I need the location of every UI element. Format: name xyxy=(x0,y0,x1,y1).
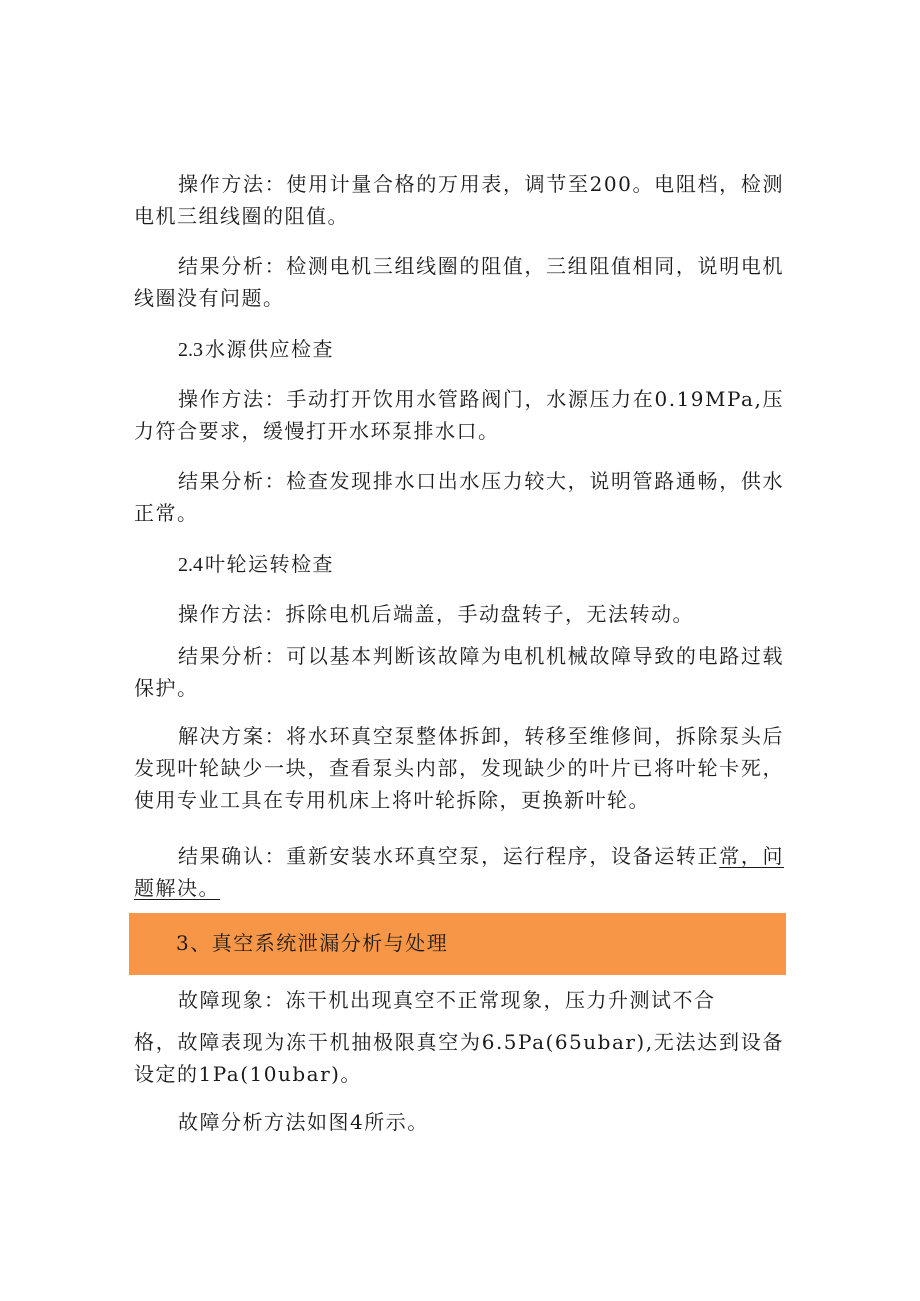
paragraph-method-2-2: 操作方法：使用计量合格的万用表，调节至200。电阻档，检测电机三组线圈的阻值。 xyxy=(134,172,784,228)
section-number: 2.4 xyxy=(178,554,203,576)
section-title: 水源供应检查 xyxy=(205,337,334,361)
confirm-text: 结果确认：重新安装水环真空泵，运行程序，设备运转正 xyxy=(178,844,720,868)
paragraph-solution-2-4: 解决方案：将水环真空泵整体拆卸，转移至维修间，拆除泵头后发现叶轮缺少一块，查看泵头内部，发现缺少的叶片已将叶轮卡死，使用专业工具在专用机床上将叶轮拆除，更换新叶轮。 xyxy=(134,724,784,812)
section-heading-2-4 xyxy=(178,548,334,581)
paragraph-symptom-rest: 格，故障表现为冻干机抽极限真空为6.5Pa(65ubar),无法达到设备设定的1Pa(10ubar)。 xyxy=(134,1030,784,1086)
section-heading-2-3 xyxy=(178,333,334,366)
confirm-underlined-text: 常，问题解决。 xyxy=(134,844,785,900)
paragraph-result-2-4: 结果分析：可以基本判断该故障为电机机械故障导致的电路过载保护。 xyxy=(134,644,784,700)
paragraph-confirm-2-4 xyxy=(134,840,784,904)
paragraph-method-2-4: 操作方法：拆除电机后端盖，手动盘转子，无法转动。 xyxy=(178,602,694,626)
section-banner xyxy=(129,913,786,975)
banner-title: 3、真空系统泄漏分析与处理 xyxy=(176,931,449,955)
section-number: 2.3 xyxy=(178,339,203,361)
section-title: 叶轮运转检查 xyxy=(205,552,334,576)
paragraph-symptom-line1: 故障现象：冻干机出现真空不正常现象，压力升测试不合 xyxy=(178,988,716,1012)
paragraph-result-2-3: 结果分析：检查发现排水口出水压力较大，说明管路通畅，供水正常。 xyxy=(134,469,784,525)
paragraph-result-2-2: 结果分析：检测电机三组线圈的阻值，三组阻值相同，说明电机线圈没有问题。 xyxy=(134,254,784,310)
paragraph-analysis: 故障分析方法如图4所示。 xyxy=(178,1110,429,1134)
paragraph-method-2-3: 操作方法：手动打开饮用水管路阀门，水源压力在0.19MPa,压力符合要求，缓慢打开水环泵排水口。 xyxy=(134,387,784,443)
